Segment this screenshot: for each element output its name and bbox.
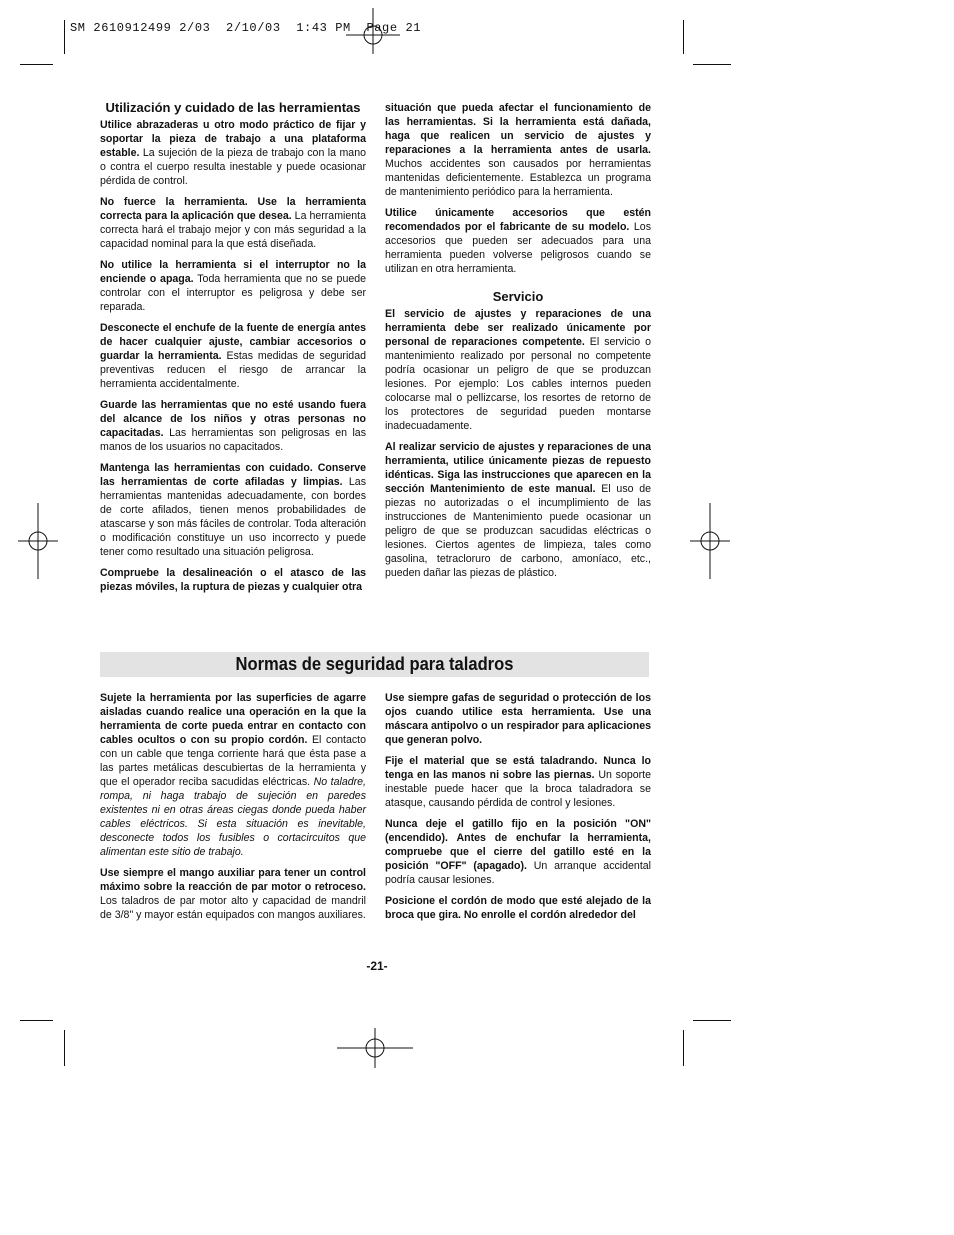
registration-mark-icon [337,1028,413,1068]
bold-text: situación que pueda afectar el funcionamiento de las herramientas. Si la herramienta está dañada, haga que realicen un servicio de ajustes y reparaciones a la herramienta antes de usarla. [385,102,651,156]
paragraph [100,321,366,391]
body-text: Las herramientas mantenidas adecuadamente, con bordes de corte afilados, tienen menos probabilidades de atascarse y son más fáciles de controlar. Toda alteración o modificación constituye un uso incorrecto y puede tener como resultado una situación peligrosa. [100,476,366,558]
bold-text: Posicione el cordón de modo que esté alejado de la broca que gira. No enrolle el cordón alrededor del [385,895,651,921]
body-text: Estas medidas de seguridad preventivas reducen el riesgo de arrancar la herramienta accidentalmente. [100,350,366,390]
crop-mark [20,1020,53,1021]
paragraph [100,866,366,922]
service-column [385,101,651,587]
paragraph [385,307,651,433]
body-text: La sujeción de la pieza de trabajo con la mano o contra el cuerpo resulta inestable y puede ocasionar pérdida de control. [100,147,366,187]
drill-rules-left-column [100,691,366,929]
section-heading: Utilización y cuidado de las herramientas [105,100,361,115]
paragraph [100,566,366,594]
page-number: -21- [366,959,388,973]
body-text: El servicio o mantenimiento realizado por personal no competente podría ocasionar un peligro de que se produzcan lesiones. Por ejemplo: Los cables internos pueden colocarse mal o pellizcarse, los resortes de retorno de los protectores de seguridad pueden montarse inadecuadamente. [385,336,651,432]
print-slug: SM 2610912499 2/03 2/10/03 1:43 PM Page 21 [70,21,422,35]
body-text: La herramienta correcta hará el trabajo mejor y con más seguridad a la capacidad nominal para la que está diseñada. [100,210,366,250]
paragraph [385,754,651,810]
crop-mark [693,64,731,65]
body-text: Un soporte inestable puede hacer que la broca taladradora se atasque, causando pérdida de control y lesiones. [385,769,651,809]
body-text: Muchos accidentes son causados por herramientas mantenidas deficientemente. Establezca un programa de mantenimiento periódico para la herramienta. [385,158,651,198]
paragraph [385,206,651,276]
registration-mark-icon [18,503,58,579]
paragraph [100,691,366,859]
bold-text: Sujete la herramienta por las superficies de agarre aisladas cuando realice una operación en la que la herramienta de corte pueda entrar en contacto con cables ocultos o con su propio cordón. [100,692,366,746]
bold-text: Fije el material que se está taladrando. Nunca lo tenga en las manos ni sobre las piernas. [385,755,651,781]
paragraph [385,817,651,887]
bold-text: No fuerce la herramienta. Use la herramienta correcta para la aplicación que desea. [100,196,366,222]
paragraph [385,691,651,747]
crop-mark [683,20,684,54]
paragraph [385,101,651,199]
bold-text: Utilice únicamente accesorios que estén recomendados por el fabricante de su modelo. [385,207,651,233]
body-text: Un arranque accidental podría causar lesiones. [385,860,652,886]
paragraph [100,118,366,188]
bold-text: Al realizar servicio de ajustes y reparaciones de una herramienta, utilice únicamente piezas de repuesto idénticas. Siga las instrucciones que aparecen en la sección Mantenimiento de este manual. [385,441,651,495]
crop-mark [683,1030,684,1066]
drill-rules-right-column [385,691,651,929]
crop-mark [64,20,65,54]
bold-text: No utilice la herramienta si el interruptor no la enciende o apaga. [100,259,366,285]
italic-text: No taladre, rompa, ni haga trabajo de sujeción en paredes existentes ni en otras áreas ciegas donde pueda haber cables eléctricos. Si esta situación es inevitable, desconecte todos los fusibles o cortacircuitos que alimentan este sitio de trabajo. [100,776,366,858]
body-text: El contacto con un cable que tenga corriente hará que ésta pase a las partes metálicas descubiertas de la herramienta y que el operador reciba sacudidas eléctricas. [100,734,366,788]
paragraph [100,398,366,454]
body-text: Los accesorios que pueden ser adecuados para una herramienta pueden volverse peligrosos cuando se utilizan en otra herramienta. [385,221,651,275]
bold-text: Desconecte el enchufe de la fuente de energía antes de hacer cualquier ajuste, cambiar accesorios o guardar la herramienta. [100,322,366,362]
paragraph [100,258,366,314]
body-text: Los taladros de par motor alto y capacidad de mandril de 3/8" y mayor están equipados con mangos auxiliares. [100,895,366,921]
bold-text: Mantenga las herramientas con cuidado. Conserve las herramientas de corte afiladas y limpias. [100,462,366,488]
bold-text: Compruebe la desalineación o el atasco de las piezas móviles, la ruptura de piezas y cualquier otra [100,567,366,593]
paragraph [100,195,366,251]
paragraph [385,894,651,922]
paragraph [100,461,366,559]
section-heading: Servicio [492,289,544,304]
bold-text: Guarde las herramientas que no esté usando fuera del alcance de los niños y otras personas no capacitadas. [100,399,366,439]
banner-title: Normas de seguridad para taladros [235,654,514,674]
registration-mark-icon [690,503,730,579]
bold-text: Nunca deje el gatillo fijo en la posición "ON" (encendido). Antes de enchufar la herramienta, compruebe que el cierre del gatillo esté en la posición "OFF" (apagado). [385,818,651,872]
bold-text: El servicio de ajustes y reparaciones de una herramienta debe ser realizado únicamente por personal de reparaciones competente. [385,308,651,348]
paragraph [385,440,651,580]
tool-use-care-column [100,101,366,601]
body-text: El uso de piezas no autorizadas o el incumplimiento de las instrucciones de Mantenimiento puede ocasionar un peligro de que se produzcan sacudidas eléctricas o lesiones. Ciertos agentes de limpieza, tales como gasolina, tetracloruro de carbono, amoníaco, etc., pueden dañar las piezas de plástico. [385,483,651,579]
crop-mark [693,1020,731,1021]
body-text: Las herramientas son peligrosas en las manos de los usuarios no capacitados. [100,427,366,453]
crop-mark [64,1030,65,1066]
bold-text: Use siempre gafas de seguridad o protección de los ojos cuando utilice esta herramienta. Use una máscara antipolvo o un respirador para aplicaciones que generan polvo. [385,692,651,746]
body-text: Toda herramienta que no se puede controlar con el interruptor es peligrosa y debe ser reparada. [100,273,367,313]
section-banner [100,652,649,677]
bold-text: Utilice abrazaderas u otro modo práctico de fijar y soportar la pieza de trabajo a una plataforma estable. [100,119,366,159]
bold-text: Use siempre el mango auxiliar para tener un control máximo sobre la reacción de par motor o retroceso. [100,867,366,893]
crop-mark [20,64,53,65]
registration-mark-icon [346,8,400,54]
